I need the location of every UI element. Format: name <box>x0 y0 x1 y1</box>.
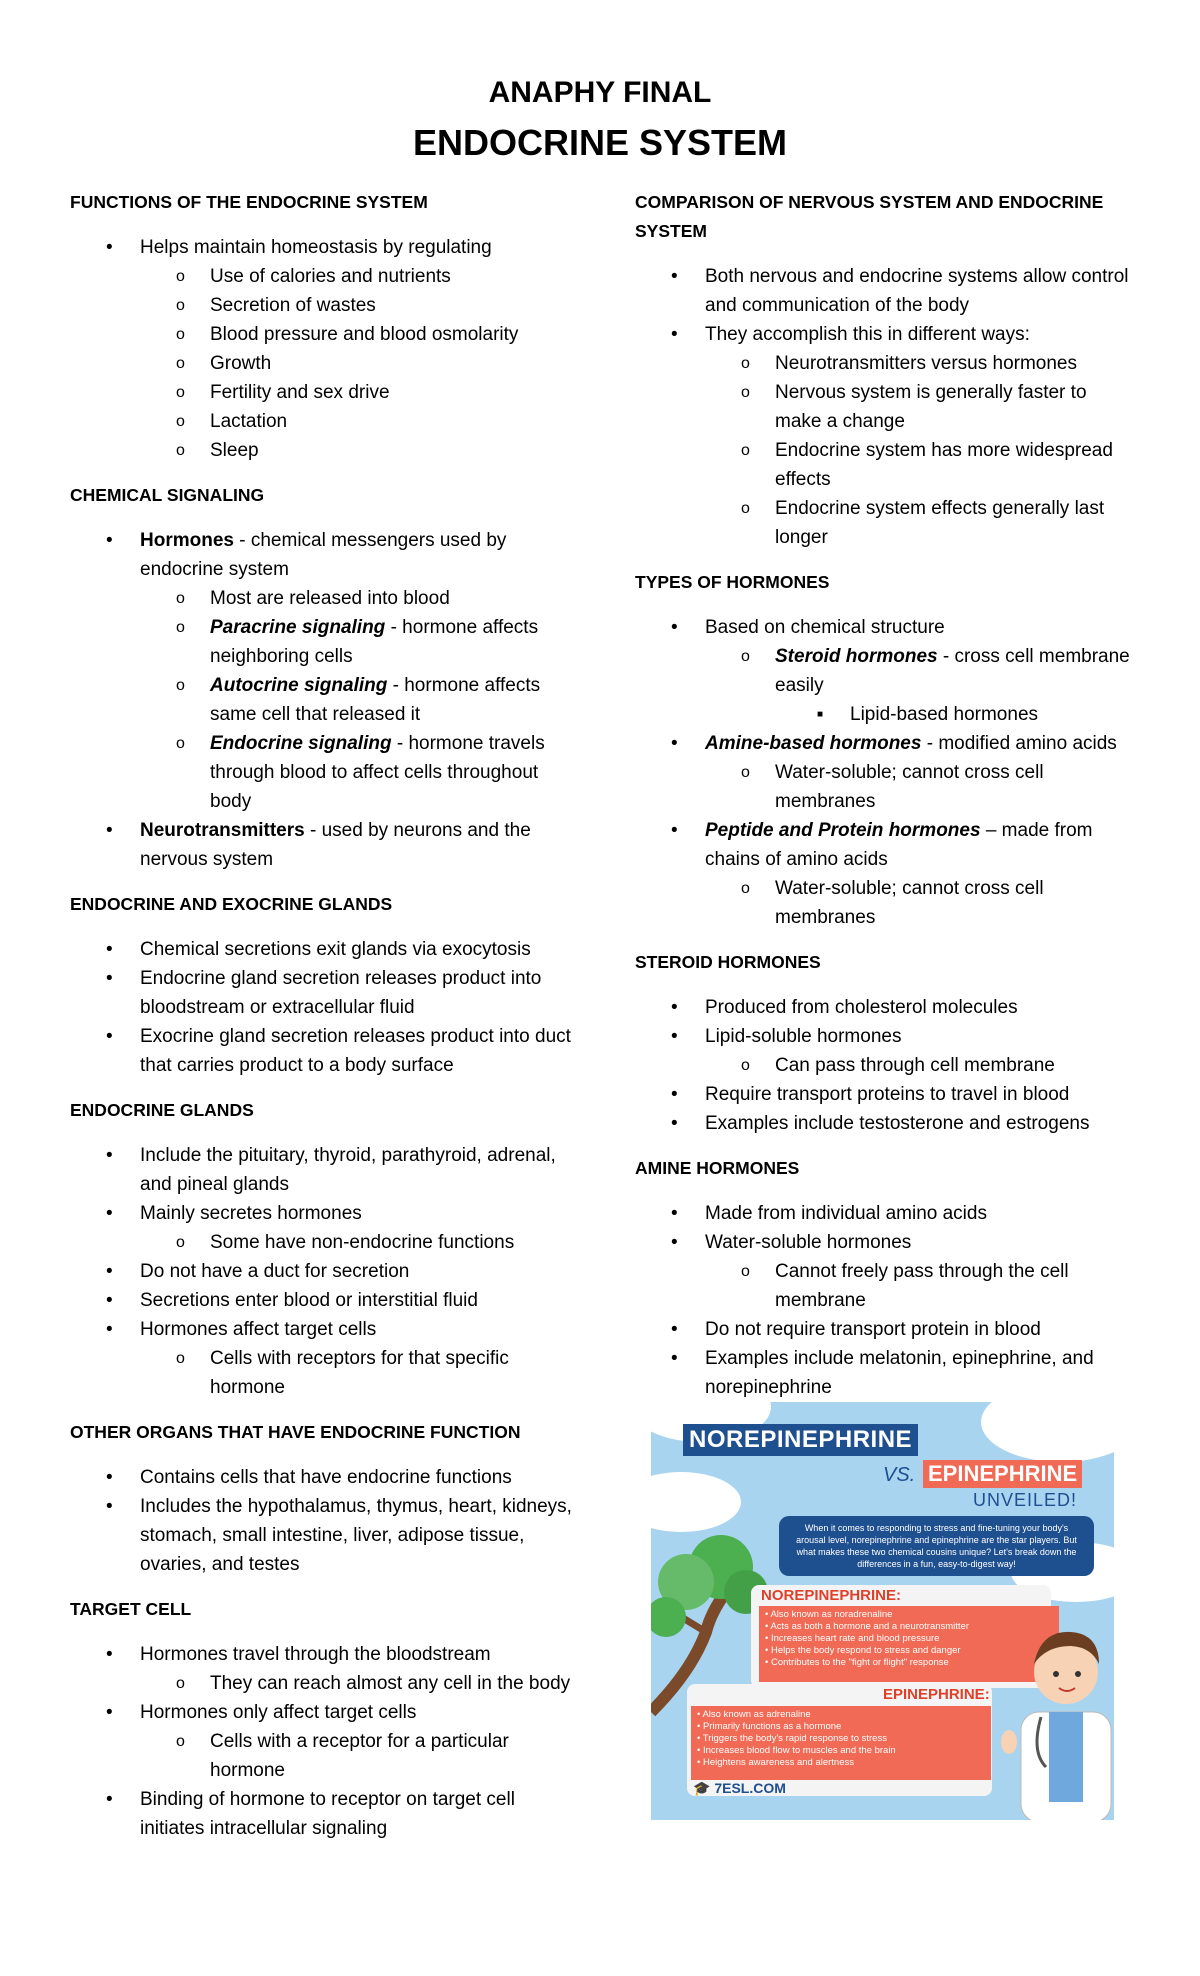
section-heading: ENDOCRINE GLANDS <box>70 1100 254 1120</box>
list-item: o Water-soluble; cannot cross cell membranes <box>635 758 1135 816</box>
list-item: • Hormones travel through the bloodstream <box>70 1640 580 1669</box>
list-item: o Neurotransmitters versus hormones <box>635 349 1135 378</box>
list-item: • Binding of hormone to receptor on target cell initiates intracellular signaling <box>70 1785 580 1843</box>
list-item: • Increases blood flow to muscles and the brain <box>697 1745 991 1757</box>
infographic-intro: When it comes to responding to stress and fine-tuning your body's arousal level, norepinephrine and epinephrine are the star players. But what makes these two chemical cousins unique? Let's break down the differences in a fun, easy-to-digest way! <box>779 1516 1094 1576</box>
section-heading: COMPARISON OF NERVOUS SYSTEM AND ENDOCRINE SYSTEM <box>635 192 1104 241</box>
list-item: • Produced from cholesterol molecules <box>635 993 1135 1022</box>
list-item: o They can reach almost any cell in the body <box>70 1669 580 1698</box>
epinephrine-heading: EPINEPHRINE: <box>883 1686 990 1703</box>
section-other-organs <box>70 1418 580 1579</box>
term: Autocrine signaling <box>210 675 388 696</box>
definition: – made from chains of amino acids <box>705 820 1093 870</box>
right-column <box>635 188 1135 1418</box>
list-item: o Use of calories and nutrients <box>70 262 580 291</box>
term: Hormones <box>140 530 234 551</box>
list-item: o Fertility and sex drive <box>70 378 580 407</box>
list-item <box>70 613 580 671</box>
section-heading: FUNCTIONS OF THE ENDOCRINE SYSTEM <box>70 192 428 212</box>
list-item: • Contains cells that have endocrine functions <box>70 1463 580 1492</box>
term: Neurotransmitters <box>140 820 305 841</box>
list-item: • Require transport proteins to travel in blood <box>635 1080 1135 1109</box>
epinephrine-list <box>691 1706 991 1780</box>
logo-text: 7ESL.COM <box>714 1780 786 1796</box>
list-item: • Do not require transport protein in blood <box>635 1315 1135 1344</box>
definition: - hormone affects neighboring cells <box>210 617 539 667</box>
definition: - cross cell membrane easily <box>775 646 1130 696</box>
list-item: • Both nervous and endocrine systems allow control and communication of the body <box>635 262 1135 320</box>
section-heading: ENDOCRINE AND EXOCRINE GLANDS <box>70 894 393 914</box>
definition: - modified amino acids <box>921 733 1117 754</box>
list-item: o Nervous system is generally faster to make a change <box>635 378 1135 436</box>
section-comparison <box>635 188 1135 552</box>
list-item: • Mainly secretes hormones <box>70 1199 580 1228</box>
list-item: o Most are released into blood <box>70 584 580 613</box>
list-item: • Secretions enter blood or interstitial fluid <box>70 1286 580 1315</box>
list-item: o Endocrine system has more widespread effects <box>635 436 1135 494</box>
list-item: • Helps maintain homeostasis by regulating <box>70 233 580 262</box>
list-item: • Hormones only affect target cells <box>70 1698 580 1727</box>
infographic-title-unveiled: UNVEILED! <box>973 1490 1078 1510</box>
term: Paracrine signaling <box>210 617 386 638</box>
list-item: • Acts as both a hormone and a neurotransmitter <box>765 1621 1059 1633</box>
list-item: o Growth <box>70 349 580 378</box>
infographic-logo <box>693 1780 786 1797</box>
definition: - chemical messengers used by endocrine system <box>140 530 507 580</box>
section-types-of-hormones <box>635 568 1135 932</box>
term: Peptide and Protein hormones <box>705 820 981 841</box>
list-item: o Cells with a receptor for a particular hormone <box>70 1727 580 1785</box>
list-item: o Cannot freely pass through the cell membrane <box>635 1257 1135 1315</box>
section-heading: CHEMICAL SIGNALING <box>70 485 265 505</box>
list-item <box>635 642 1135 700</box>
list-item: o Secretion of wastes <box>70 291 580 320</box>
norepinephrine-heading: NOREPINEPHRINE: <box>761 1587 902 1604</box>
list-item: o Lactation <box>70 407 580 436</box>
list-item: • They accomplish this in different ways: <box>635 320 1135 349</box>
section-endocrine-glands <box>70 1096 580 1402</box>
doctor-illustration <box>1001 1602 1114 1820</box>
definition: - hormone affects same cell that released it <box>210 675 541 725</box>
list-item: • Do not have a duct for secretion <box>70 1257 580 1286</box>
list-item: • Lipid-soluble hormones <box>635 1022 1135 1051</box>
list-item: ■ Lipid-based hormones <box>635 700 1135 729</box>
list-item: • Endocrine gland secretion releases product into bloodstream or extracellular fluid <box>70 964 580 1022</box>
list-item: • Examples include melatonin, epinephrine, and norepinephrine <box>635 1344 1135 1402</box>
cloud-shape <box>981 1402 1114 1462</box>
document-subtitle: ENDOCRINE SYSTEM <box>412 122 788 163</box>
list-item: • Helps the body respond to stress and danger <box>765 1645 1059 1657</box>
definition: - hormone travels through blood to affect cells throughout body <box>210 733 545 812</box>
list-item <box>70 816 580 874</box>
left-column <box>70 188 580 1859</box>
list-item: • Also known as adrenaline <box>697 1709 991 1721</box>
list-item: o Water-soluble; cannot cross cell membranes <box>635 874 1135 932</box>
list-item: • Increases heart rate and blood pressure <box>765 1633 1059 1645</box>
section-chemical-signaling <box>70 481 580 874</box>
list-item: • Also known as noradrenaline <box>765 1609 1059 1621</box>
document-title: ANAPHY FINAL <box>488 76 712 109</box>
list-item: o Blood pressure and blood osmolarity <box>70 320 580 349</box>
section-steroid-hormones <box>635 948 1135 1138</box>
list-item: • Hormones affect target cells <box>70 1315 580 1344</box>
list-item: • Includes the hypothalamus, thymus, heart, kidneys, stomach, small intestine, liver, adipose tissue, ovaries, and testes <box>70 1492 580 1579</box>
section-heading: STEROID HORMONES <box>635 952 821 972</box>
section-target-cell <box>70 1595 580 1843</box>
infographic-title-epinephrine: EPINEPHRINE <box>923 1460 1082 1488</box>
list-item: • Triggers the body's rapid response to stress <box>697 1733 991 1745</box>
infographic-image <box>651 1402 1114 1820</box>
term: Steroid hormones <box>775 646 938 667</box>
list-item: o Sleep <box>70 436 580 465</box>
graduation-cap-icon: 🎓 <box>693 1780 711 1796</box>
list-item: • Exocrine gland secretion releases product into duct that carries product to a body surface <box>70 1022 580 1080</box>
list-item <box>635 816 1135 874</box>
section-heading: OTHER ORGANS THAT HAVE ENDOCRINE FUNCTION <box>70 1422 521 1442</box>
infographic-vs: VS. <box>883 1464 916 1486</box>
list-item: o Cells with receptors for that specific hormone <box>70 1344 580 1402</box>
term: Amine-based hormones <box>705 733 922 754</box>
section-functions <box>70 188 580 465</box>
list-item: • Chemical secretions exit glands via exocytosis <box>70 935 580 964</box>
list-item: o Some have non-endocrine functions <box>70 1228 580 1257</box>
list-item: o Can pass through cell membrane <box>635 1051 1135 1080</box>
list-item: • Examples include testosterone and estrogens <box>635 1109 1135 1138</box>
term: Endocrine signaling <box>210 733 392 754</box>
list-item: • Made from individual amino acids <box>635 1199 1135 1228</box>
list-item <box>70 526 580 584</box>
section-heading: TARGET CELL <box>70 1599 192 1619</box>
list-item: • Contributes to the "fight or flight" response <box>765 1657 1059 1669</box>
section-amine-hormones <box>635 1154 1135 1402</box>
list-item <box>635 729 1135 758</box>
list-item <box>70 671 580 729</box>
list-item: • Include the pituitary, thyroid, parathyroid, adrenal, and pineal glands <box>70 1141 580 1199</box>
list-item: • Based on chemical structure <box>635 613 1135 642</box>
section-endocrine-exocrine <box>70 890 580 1080</box>
list-item <box>70 729 580 816</box>
list-item: o Endocrine system effects generally last longer <box>635 494 1135 552</box>
list-item: • Primarily functions as a hormone <box>697 1721 991 1733</box>
infographic-title-norepinephrine: NOREPINEPHRINE <box>683 1424 918 1456</box>
section-heading: AMINE HORMONES <box>635 1158 800 1178</box>
list-item: • Heightens awareness and alertness <box>697 1757 991 1769</box>
definition: - used by neurons and the nervous system <box>140 820 531 870</box>
list-item: • Water-soluble hormones <box>635 1228 1135 1257</box>
section-heading: TYPES OF HORMONES <box>635 572 830 592</box>
